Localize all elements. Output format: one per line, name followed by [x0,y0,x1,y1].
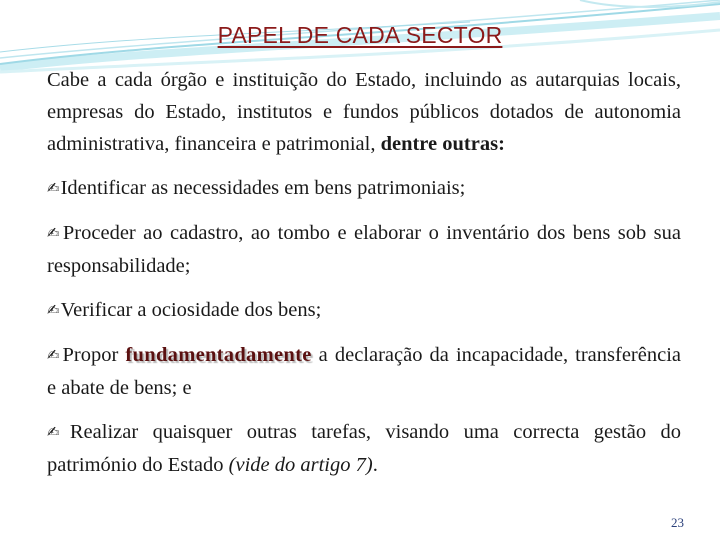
writing-hand-icon: ✍ [47,301,60,319]
writing-hand-icon: ✍ [47,179,60,197]
emphasis-text: fundamentadamente [125,344,312,366]
writing-hand-icon: ✍ [47,224,62,242]
list-item: ✍Verificar a ociosidade dos bens; [47,299,322,321]
list-item: ✍Proceder ao cadastro, ao tombo e elaborar o inventário dos bens sob sua responsabilidade; [47,222,681,277]
intro-bold-text: dentre outras: [380,133,505,155]
page-number: 23 [671,515,684,530]
intro-paragraph: Cabe a cada órgão e instituição do Estado, incluindo as autarquias locais, empresas do Estado, institutos e fundos públicos dotados de autonomia administrativa, financeira e patrimonial, dentre outras: [47,69,681,155]
page-title: PAPEL DE CADA SECTOR [217,22,503,48]
writing-hand-icon: ✍ [47,423,69,441]
list-item: ✍Identificar as necessidades em bens patrimoniais; [47,177,466,199]
main-content [47,64,681,493]
article-reference: (vide do artigo 7) [228,454,373,476]
list-item: ✍Propor fundamentadamente a declaração da incapacidade, transferência e abate de bens; e [47,344,681,399]
writing-hand-icon: ✍ [47,346,62,364]
list-item: ✍Realizar quaisquer outras tarefas, visando uma correcta gestão do património do Estado (vide do artigo 7). [47,421,681,476]
